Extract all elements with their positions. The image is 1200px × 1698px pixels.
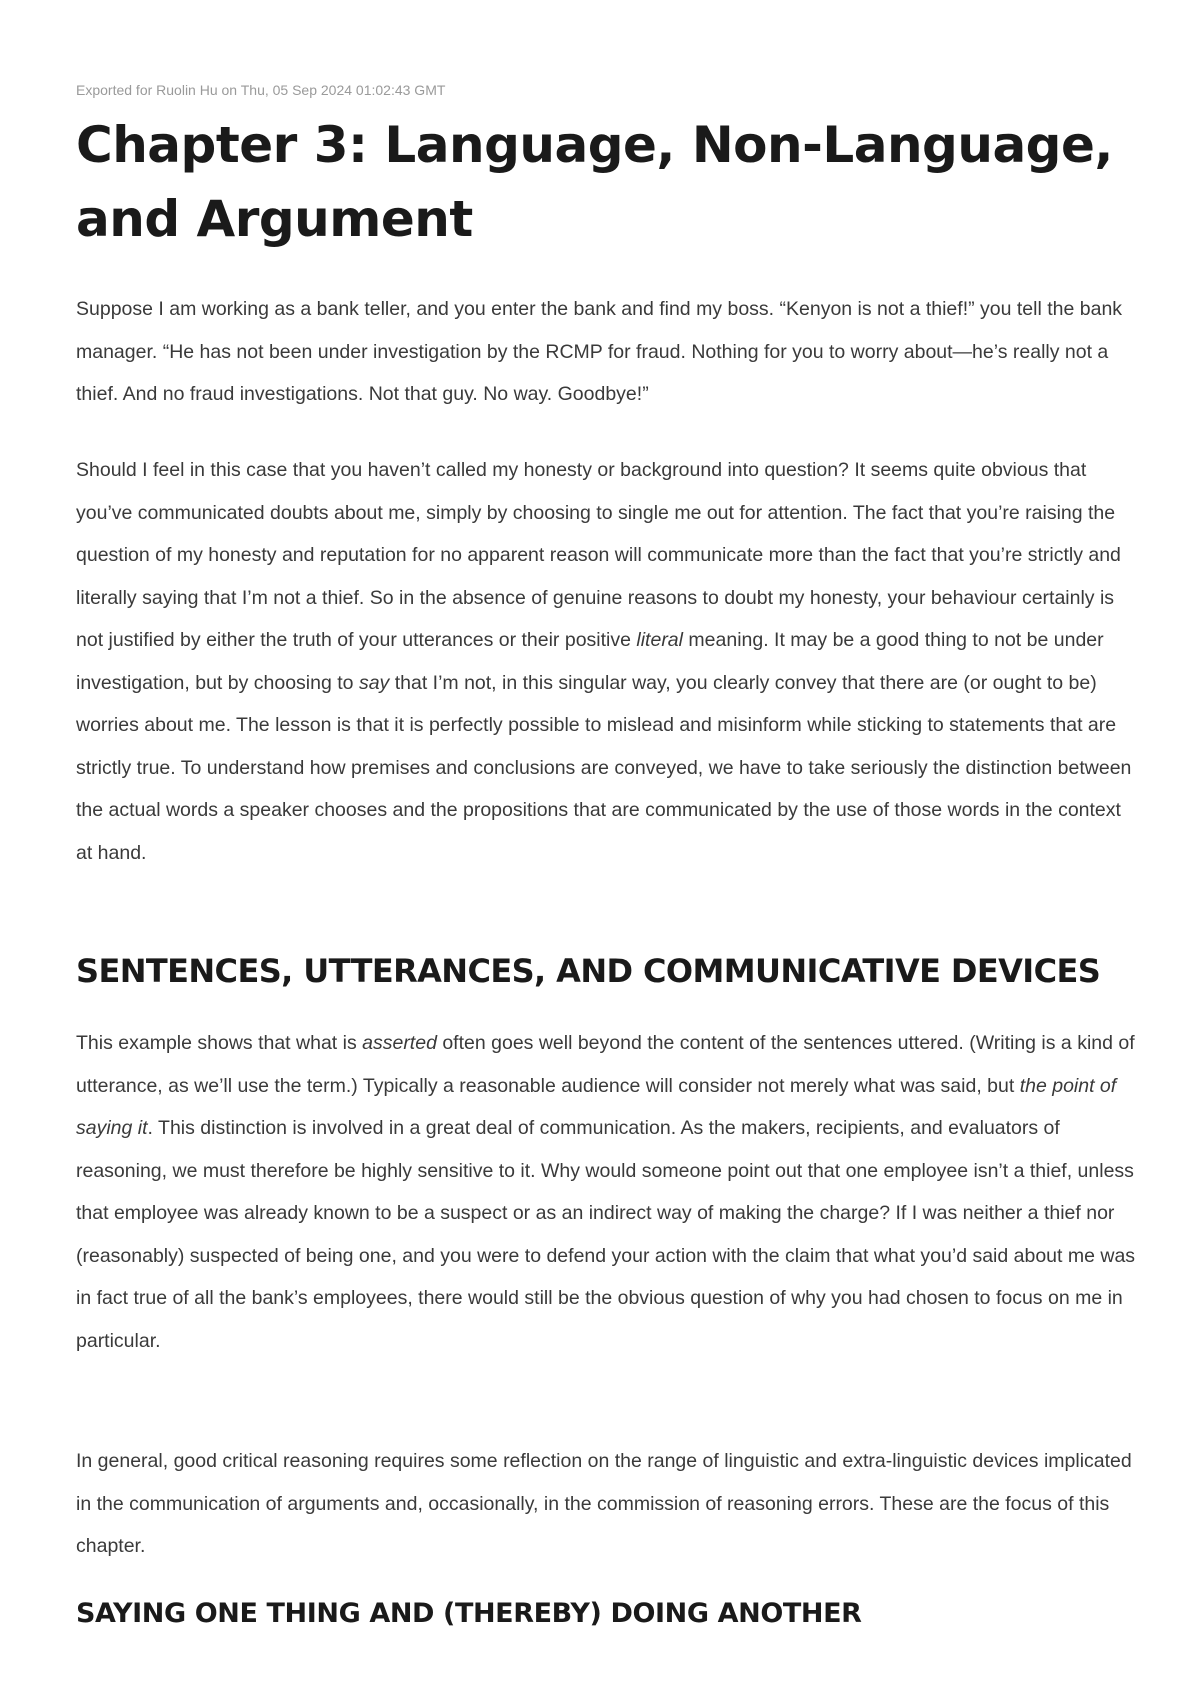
paragraph-text: that I’m not, in this singular way, you clearly convey that there are (or ought to be) worries about me. The lesson is that it is perfectly possible to mislead and misinform while sticking to statements that are strictly true. To understand how premises and conclusions are conveyed, we have to take seriously the distinction between the actual words a speaker chooses and the propositions that are communicated by the use of those words in the context at hand. <box>76 671 1132 864</box>
chapter-title: Chapter 3: Language, Non-Language, and Argument <box>76 116 1113 248</box>
section-heading: SENTENCES, UTTERANCES, AND COMMUNICATIVE DEVICES <box>76 952 1101 990</box>
emphasis-literal: literal <box>636 629 683 651</box>
section-paragraph-1 <box>76 1022 1136 1362</box>
emphasis-point-of-saying: the point of saying it <box>76 1074 1117 1139</box>
export-note: Exported for Ruolin Hu on Thu, 05 Sep 2024 01:02:43 GMT <box>76 82 446 98</box>
paragraph-text: often goes well beyond the content of the sentences uttered. (Writing is a kind of utterance, as we’ll use the term.) Typically a reasonable audience will consider not merely what was said, but <box>76 1032 1135 1097</box>
paragraph-text: This example shows that what is <box>76 1032 363 1054</box>
emphasis-asserted: asserted <box>362 1032 437 1054</box>
section-paragraph-2: In general, good critical reasoning requires some reflection on the range of linguistic and extra-linguistic devices implicated in the communication of arguments and, occasionally, in the commission of reasoning errors. These are the focus of this chapter. <box>76 1450 1132 1557</box>
intro-paragraph-2 <box>76 449 1136 874</box>
emphasis-say: say <box>358 671 390 694</box>
paragraph-text: meaning. It may be a good thing to not be under investigation, but by choosing to <box>76 629 1104 694</box>
intro-paragraph-1: Suppose I am working as a bank teller, and you enter the bank and find my boss. “Kenyon is not a thief!” you tell the bank manager. “He has not been under investigation by the RCMP for fraud. Nothing for you to worry about—he’s really not a thief. And no fraud investigations. Not that guy. No way. Goodbye!” <box>76 298 1123 405</box>
subsection-heading: SAYING ONE THING AND (THEREBY) DOING ANOTHER <box>76 1598 862 1629</box>
paragraph-text: . This distinction is involved in a great deal of communication. As the makers, recipients, and evaluators of reasoning, we must therefore be highly sensitive to it. Why would someone point out that one employee isn’t a thief, unless that employee was already known to be a suspect or as an indirect way of making the charge? If I was neither a thief nor (reasonably) suspected of being one, and you were to defend your action with the claim that what you’d said about me was in fact true of all the bank’s employees, there would still be the obvious question of why you had chosen to focus on me in particular. <box>76 1117 1136 1352</box>
paragraph-text: Should I feel in this case that you haven’t called my honesty or background into question? It seems quite obvious that you’ve communicated doubts about me, simply by choosing to single me out for attention. The fact that you’re raising the question of my honesty and reputation for no apparent reason will communicate more than the fact that you’re strictly and literally saying that I’m not a thief. So in the absence of genuine reasons to doubt my honesty, your behaviour certainly is not justified by either the truth of your utterances or their positive <box>76 459 1121 651</box>
